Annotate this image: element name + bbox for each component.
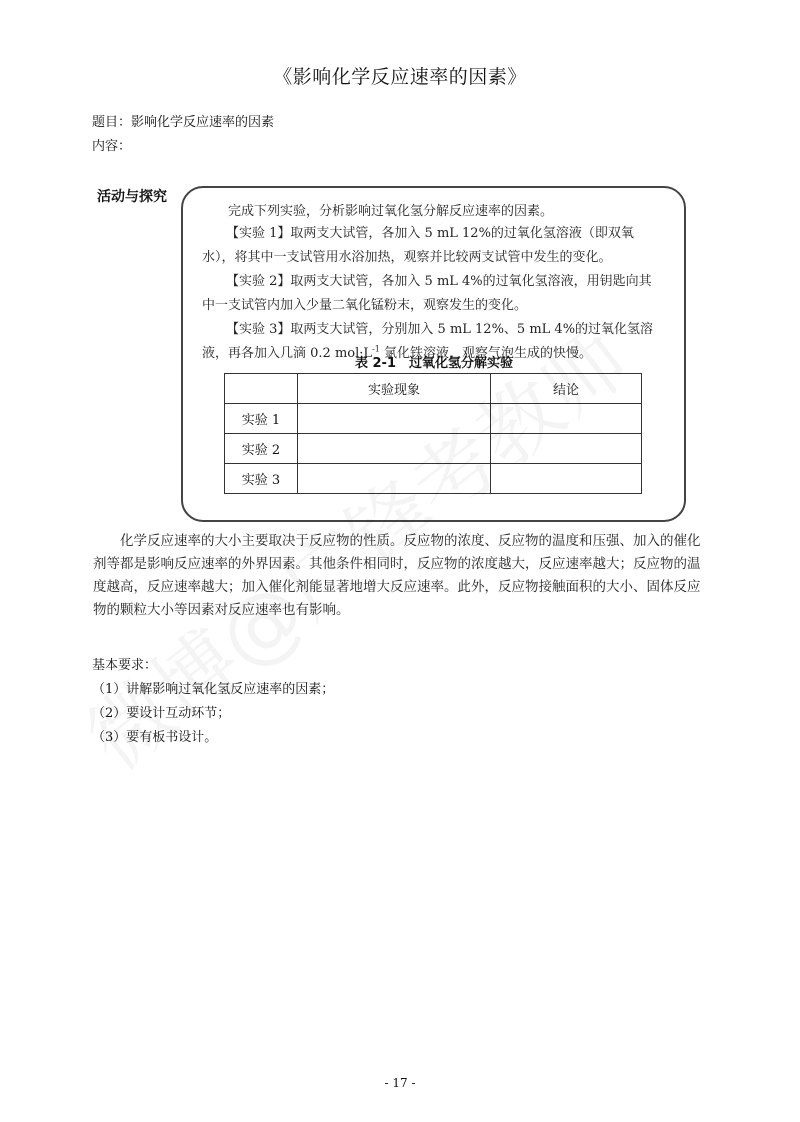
table-cell-phenomenon: [298, 464, 491, 494]
requirements-title: 基本要求：: [92, 658, 158, 673]
experiment-1-text: 取两支大试管，各加入 5 mL 12%的过氧化氢溶液（即双氧水），将其中一支试管用水浴加热，观察并比较两支试管中发生的变化。: [202, 226, 634, 265]
table-row-label: 实验 1: [225, 404, 298, 434]
experiment-3-text-after: 氯化铁溶液，观察气泡生成的快慢。: [379, 346, 592, 361]
experiment-3-text-before: 取两支大试管，分别加入 5 mL 12%、5 mL 4%的过氧化氢溶液，再各加入几滴 0.2 mol·L: [202, 322, 654, 361]
list-item: （3）要有板书设计。: [92, 730, 218, 745]
experiment-3-label: 【实验 3】: [226, 322, 291, 337]
experiment-1-label: 【实验 1】: [226, 226, 291, 241]
table-header-row: [225, 374, 642, 404]
requirements-list: [92, 678, 334, 750]
table-row-label: 实验 2: [225, 434, 298, 464]
table-cell-conclusion: [491, 404, 642, 434]
table-cell-phenomenon: [298, 434, 491, 464]
page-title: 《影响化学反应速率的因素》: [273, 66, 527, 88]
topic-line: 题目：影响化学反应速率的因素: [92, 115, 275, 130]
experiment-2: [202, 270, 662, 318]
page-number: - 17 -: [384, 1076, 416, 1090]
table-row-label: 实验 3: [225, 464, 298, 494]
activity-tag: 活动与探究: [97, 189, 167, 205]
list-item: （2）要设计互动环节；: [92, 706, 231, 721]
list-item: （1）讲解影响过氧化氢反应速率的因素；: [92, 682, 335, 697]
experiment-3-superscript: -1: [372, 344, 380, 354]
experiment-1: [202, 222, 662, 270]
table-cell-conclusion: [491, 434, 642, 464]
table-caption: 表 2-1 过氧化氢分解实验: [354, 356, 513, 371]
table-header-phenomenon: 实验现象: [298, 374, 491, 404]
explanation-paragraph: 化学反应速率的大小主要取决于反应物的性质。反应物的浓度、反应物的温度和压强、加入的催化剂等都是影响反应速率的外界因素。其他条件相同时，反应物的浓度越大，反应速率越大；反应物的温度越高，反应速率越大；加入催化剂能显著地增大反应速率。此外，反应物接触面积的大小、固体反应物的颗粒大小等因素对反应速率也有影响。: [93, 533, 701, 618]
activity-intro: 完成下列实验，分析影响过氧化氢分解反应速率的因素。: [228, 204, 554, 219]
experiment-2-text: 取两支大试管，各加入 5 mL 4%的过氧化氢溶液，用钥匙向其中一支试管内加入少量二氧化锰粉末，观察发生的变化。: [202, 274, 652, 313]
table-cell-conclusion: [491, 464, 642, 494]
table-header-blank: [225, 374, 298, 404]
content-label: 内容：: [92, 139, 132, 154]
table-row: [225, 434, 642, 464]
table-cell-phenomenon: [298, 404, 491, 434]
experiment-2-label: 【实验 2】: [226, 274, 291, 289]
table-row: [225, 404, 642, 434]
experiment-table: [224, 373, 642, 494]
table-row: [225, 464, 642, 494]
table-header-conclusion: 结论: [491, 374, 642, 404]
